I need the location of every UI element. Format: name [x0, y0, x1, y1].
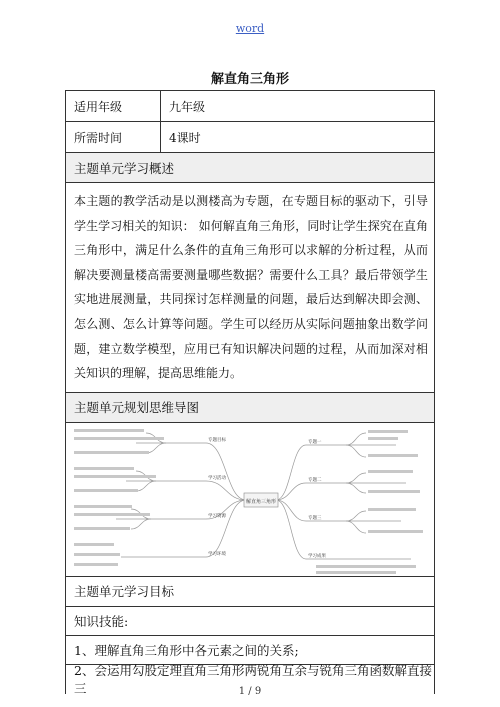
mindmap-right-node: 专题三: [308, 515, 322, 521]
overview-paragraph: 本主题的教学活动是以测楼高为专题，在专题目标的驱动下，引导学生学习相关的知识： 如何解直角三角形，同时让学生探究在直角三角形中，满足什么条件的直角三角形可以求解的分析过程，从而解决要测量楼高需要测量哪些数据？需要什么工具？最后带领学生实地进展测量，共同探讨怎样测量的问题，最后达到解决即会测、怎么测、怎么计算等问题。学生可以经历从实际问题抽象出数学问题，建立数学模型，应用已有知识解决问题的过程，从而加深对相关知识的理解，提高思维能力。: [66, 183, 434, 393]
mindmap-left-node: 专题目标: [208, 437, 226, 443]
mindmap-svg: [66, 423, 432, 577]
overview-heading: 主题单元学习概述: [66, 153, 434, 183]
mindmap-left-node: 学习环境: [208, 551, 226, 557]
mindmap-left-node: 学习活动: [208, 475, 226, 481]
grade-value: 九年级: [169, 99, 206, 114]
unit-plan-table: [65, 90, 435, 697]
mindmap-diagram: [66, 423, 434, 577]
mindmap-right-node: 学习成果: [308, 553, 326, 559]
table-row-grade: [66, 91, 434, 122]
time-label: 所需时间: [66, 122, 161, 152]
document-title: 解直角三角形: [210, 72, 289, 87]
mindmap-center-label: 解直角三角形: [245, 498, 277, 505]
page-number: 1 / 9: [238, 686, 262, 697]
mindmap-left-node: 学习资源: [208, 513, 226, 519]
mindmap-right-node: 专题二: [308, 477, 322, 483]
knowledge-label: 知识技能:: [66, 607, 434, 636]
header-word-link[interactable]: word: [235, 22, 265, 35]
goals-heading: 主题单元学习目标: [66, 577, 434, 607]
mindmap-right-node: 专题一: [308, 439, 322, 445]
goal-item-2: 2、会运用勾股定理直角三角形两锐角互余与锐角三角函数解直接三: [74, 663, 432, 697]
mindmap-heading: 主题单元规划思维导图: [66, 393, 434, 423]
goal-item-1: 1、理解直角三角形中各元素之间的关系;: [66, 636, 434, 665]
grade-label: 适用年级: [66, 91, 161, 121]
table-row-time: [66, 122, 434, 153]
time-value: 4课时: [169, 130, 201, 145]
